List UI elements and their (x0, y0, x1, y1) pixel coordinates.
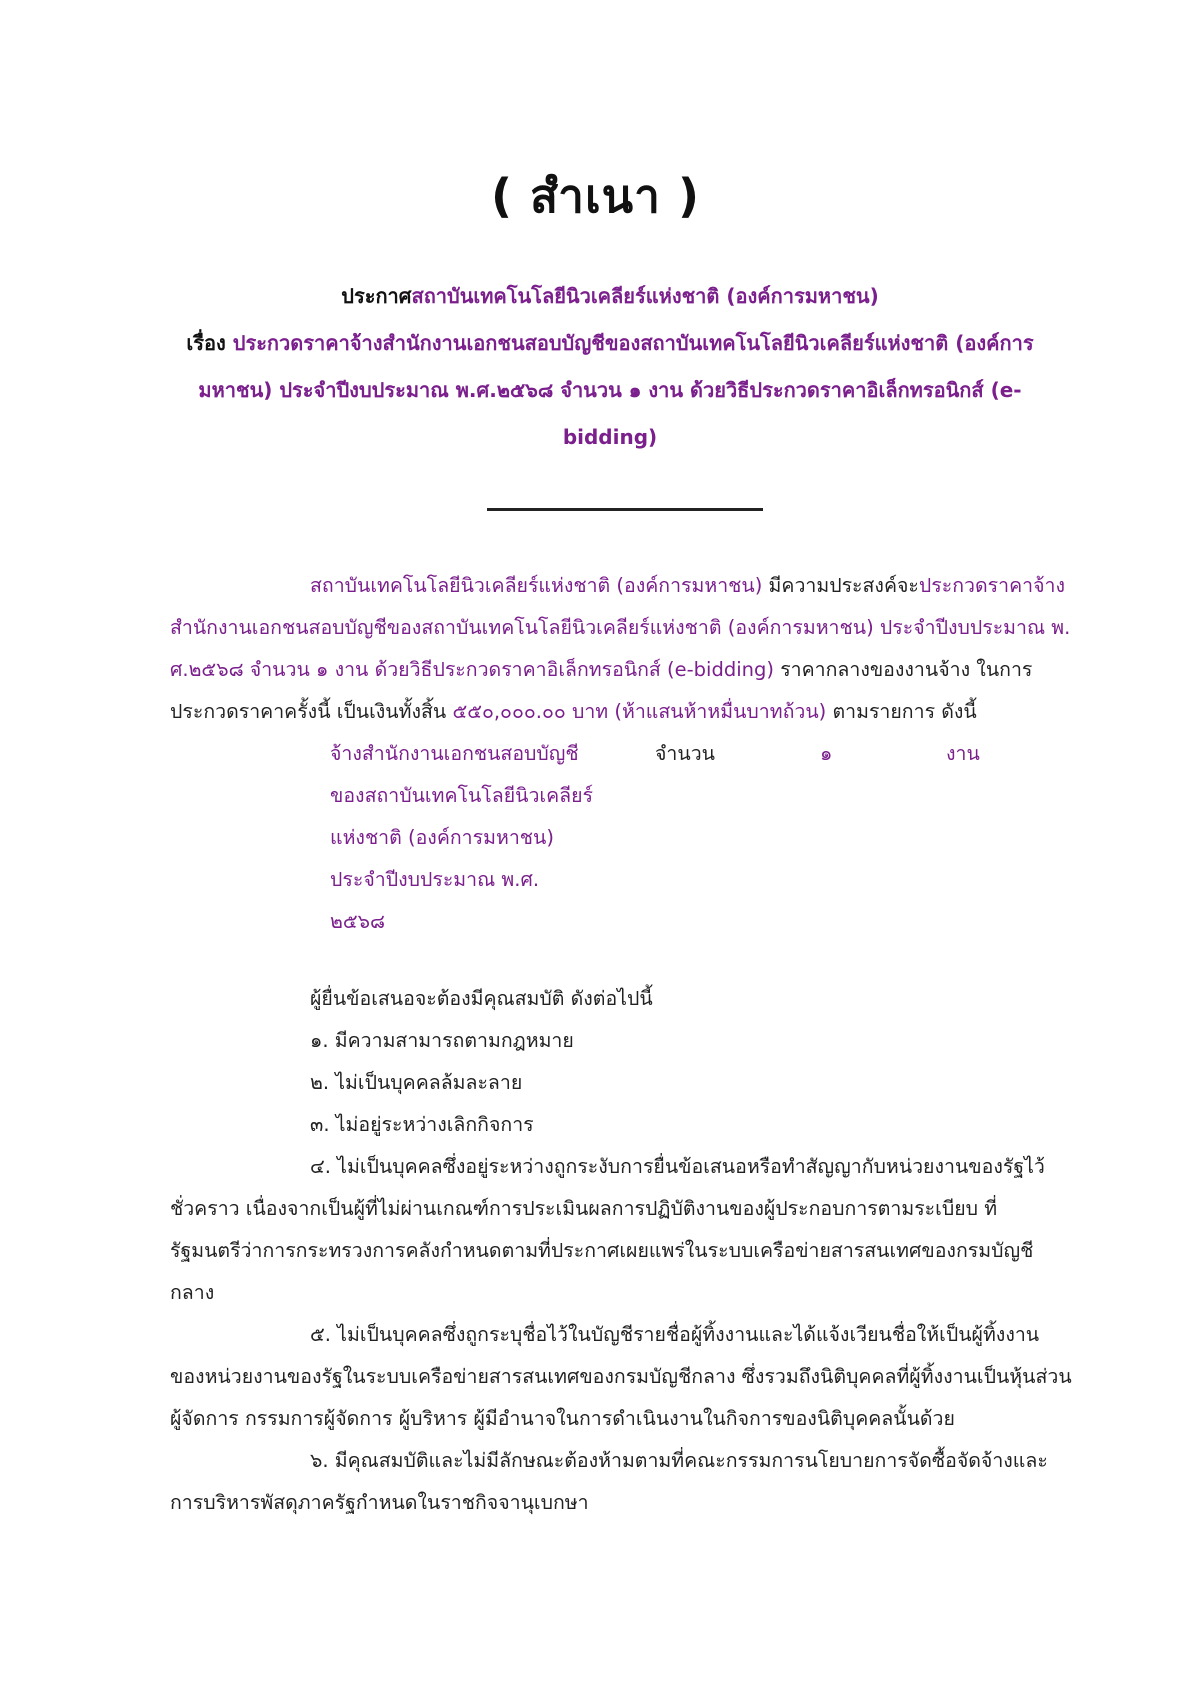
intro-project-3: ศ.๒๕๖๘ จำนวน ๑ งาน ด้วยวิธีประกวดราคาอิเล็กทรอนิกส์ (e-bidding) (170, 658, 774, 681)
item-name (330, 733, 630, 943)
announcement-title (170, 275, 1050, 318)
item-name-line: แห่งชาติ (องค์การมหาชน) (330, 826, 554, 849)
item-unit: งาน (946, 742, 980, 765)
qualification-5-line-2: ของหน่วยงานของรัฐในระบบเครือข่ายสารสนเทศของกรมบัญชีกลาง ซึ่งรวมถึงนิติบุคคลที่ผู้ทิ้งงานเป็นหุ้นส่วน (170, 1365, 1072, 1388)
divider-rule (487, 508, 763, 511)
item-qty-label: จำนวน (655, 742, 715, 765)
subject-text-2: มหาชน) ประจำปีงบประมาณ พ.ศ.๒๕๖๘ จำนวน ๑ งาน ด้วยวิธีประกวดราคาอิเล็กทรอนิกส์ (e- (198, 378, 1022, 402)
item-name-line: ๒๕๖๘ (330, 910, 386, 933)
copy-label: ( สำเนา ) (491, 169, 700, 223)
qualifications-section (170, 978, 1080, 1524)
qualification-6-line-1: ๖. มีคุณสมบัติและไม่มีลักษณะต้องห้ามตามที่คณะกรรมการนโยบายการจัดซื้อจัดจ้างและ (310, 1449, 1048, 1472)
qualification-4-line-1: ๔. ไม่เป็นบุคคลซึ่งอยู่ระหว่างถูกระงับการยื่นข้อเสนอหรือทำสัญญากับหน่วยงานของรัฐไว้ (310, 1155, 1045, 1178)
qualification-3: ๓. ไม่อยู่ระหว่างเลิกกิจการ (310, 1113, 534, 1136)
subject-line-3 (170, 416, 1050, 459)
intro-project-1: ประกวดราคาจ้าง (918, 574, 1065, 597)
announcement-prefix: ประกาศ (341, 284, 412, 308)
qualifications-heading: ผู้ยื่นข้อเสนอจะต้องมีคุณสมบัติ ดังต่อไปนี้ (310, 987, 653, 1010)
intro-connector: มีความประสงค์จะ (762, 574, 919, 597)
intro-org: สถาบันเทคโนโลยีนิวเคลียร์แห่งชาติ (องค์การมหาชน) (310, 574, 763, 597)
qualification-4-line-2: ชั่วคราว เนื่องจากเป็นผู้ที่ไม่ผ่านเกณฑ์การประเมินผลการปฏิบัติงานของผู้ประกอบการตามระเบียบ ที่ (170, 1197, 998, 1220)
budget-currency: บาท (565, 700, 609, 723)
budget-amount-words: (ห้าแสนห้าหมื่นบาทถ้วน) (608, 700, 827, 723)
qualification-4-line-4: กลาง (170, 1281, 215, 1304)
qualification-6-line-2: การบริหารพัสดุภาครัฐกำหนดในราชกิจจานุเบกษา (170, 1491, 589, 1514)
qualification-1: ๑. มีความสามารถตามกฎหมาย (310, 1029, 574, 1052)
qualification-2: ๒. ไม่เป็นบุคคลล้มละลาย (310, 1071, 523, 1094)
intro-middle: ราคากลางของงานจ้าง ในการ (774, 658, 1033, 681)
intro-project-2: สำนักงานเอกชนสอบบัญชีของสถาบันเทคโนโลยีนิวเคลียร์แห่งชาติ (องค์การมหาชน) ประจำปีงบประมาณ พ. (170, 616, 1071, 639)
intro-line4-prefix: ประกวดราคาครั้งนี้ เป็นเงินทั้งสิ้น (170, 700, 453, 723)
item-name-line: จ้างสำนักงานเอกชนสอบบัญชี (330, 742, 579, 765)
subject-line-1 (170, 322, 1050, 365)
budget-amount: ๕๕๐,๐๐๐.๐๐ (452, 700, 566, 723)
qualification-4-line-3: รัฐมนตรีว่าการกระทรวงการคลังกำหนดตามที่ประกาศเผยแพร่ในระบบเครือข่ายสารสนเทศของกรมบัญชี (170, 1239, 1034, 1262)
subject-text-1: ประกวดราคาจ้างสำนักงานเอกชนสอบบัญชีของสถาบันเทคโนโลยีนิวเคลียร์แห่งชาติ (องค์การ (232, 331, 1034, 355)
item-name-line: ของสถาบันเทคโนโลยีนิวเคลียร์ (330, 784, 593, 807)
subject-line-2 (170, 369, 1050, 412)
item-name-line: ประจำปีงบประมาณ พ.ศ. (330, 868, 540, 891)
intro-paragraph (170, 565, 1080, 733)
subject-prefix: เรื่อง (186, 331, 226, 355)
subject-text-3: bidding) (562, 425, 658, 449)
qualification-5-line-3: ผู้จัดการ กรรมการผู้จัดการ ผู้บริหาร ผู้มีอำนาจในการดำเนินงานในกิจการของนิติบุคคลนั้นด้วย (170, 1407, 955, 1430)
intro-line4-suffix: ตามรายการ ดังนี้ (826, 700, 977, 723)
item-qty: ๑ (820, 742, 833, 765)
announcement-org: สถาบันเทคโนโลยีนิวเคลียร์แห่งชาติ (องค์การมหาชน) (411, 284, 879, 308)
qualification-5-line-1: ๕. ไม่เป็นบุคคลซึ่งถูกระบุชื่อไว้ในบัญชีรายชื่อผู้ทิ้งงานและได้แจ้งเวียนชื่อให้เป็นผู้ทิ้งงาน (310, 1323, 1040, 1346)
